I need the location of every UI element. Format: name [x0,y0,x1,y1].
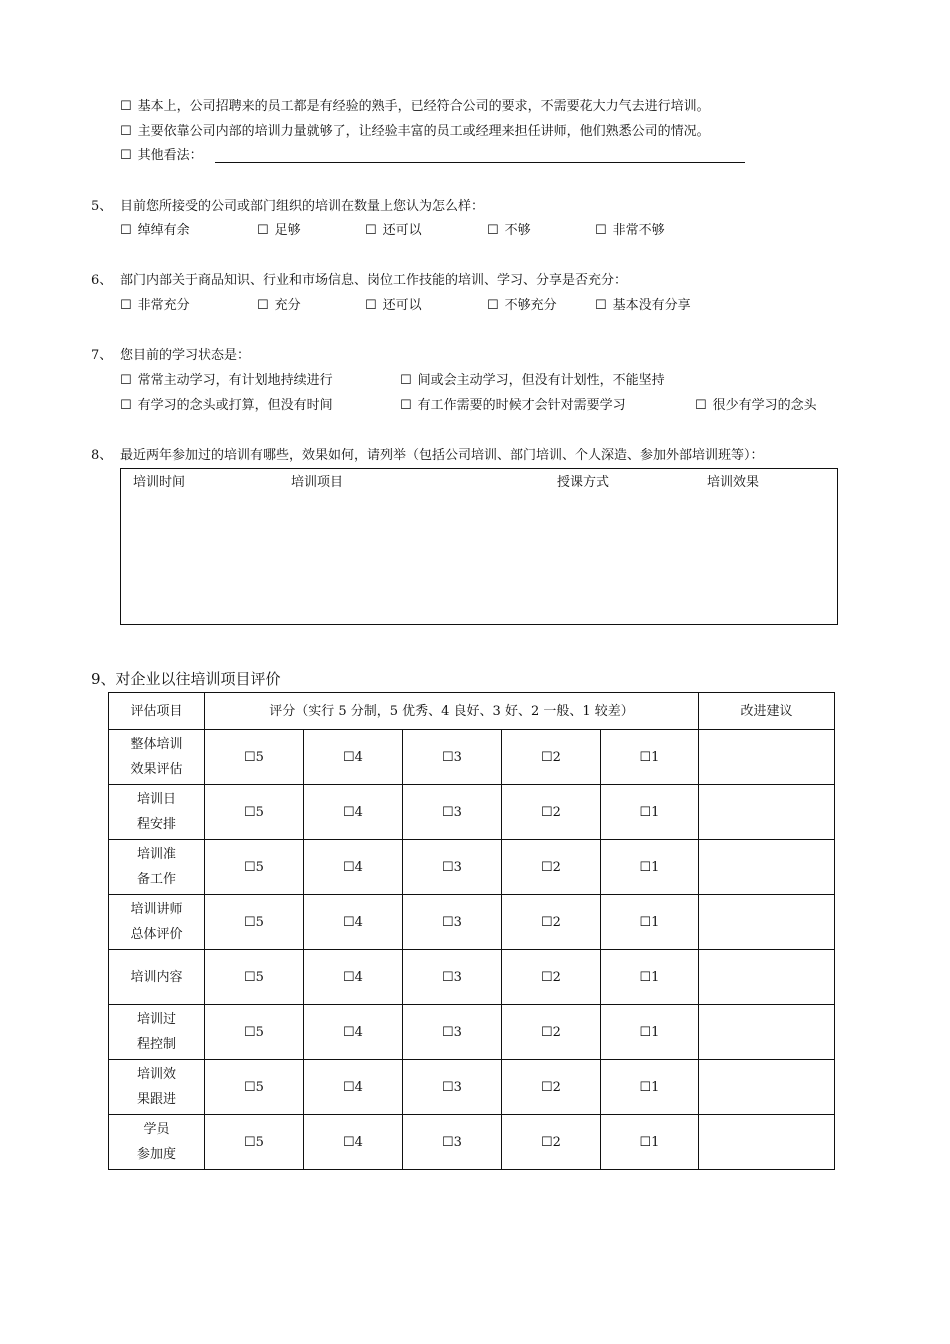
item-name-line1: 学员 [143,1122,170,1137]
table-row [109,1115,835,1170]
item-name-line2: 总体评价 [130,927,183,942]
score-3-option[interactable]: ☐3 [403,1115,502,1170]
item-name-line2: 程控制 [136,1037,176,1052]
score-4-option[interactable]: ☐4 [304,950,403,1005]
q4-option-1[interactable] [120,98,710,116]
table-row [109,1005,835,1060]
q7-option-4-label: 有工作需要的时候才会针对需要学习 [417,398,626,413]
checkbox-icon[interactable]: ☐ [257,223,269,238]
suggestion-cell[interactable] [699,1005,835,1060]
score-3-option[interactable]: ☐3 [403,730,502,785]
q7-option-5[interactable] [695,397,817,415]
suggestion-cell[interactable] [699,1115,835,1170]
q4-option-2-label: 主要依靠公司内部的培训力量就够了，让经验丰富的员工或经理来担任讲师，他们熟悉公司的情况。 [137,124,710,139]
score-2-option[interactable]: ☐2 [502,950,601,1005]
q7-option-4[interactable] [400,397,626,415]
q5-option-4[interactable] [487,222,531,240]
q6-number: 6、 [91,273,113,288]
score-5-option[interactable]: ☐5 [205,950,304,1005]
score-3-option[interactable]: ☐3 [403,950,502,1005]
score-2-option[interactable]: ☐2 [502,785,601,840]
q6-option-2-label: 充分 [274,298,301,313]
q5-option-5-label: 非常不够 [612,223,665,238]
checkbox-icon[interactable]: ☐ [595,223,607,238]
score-2-option[interactable]: ☐2 [502,730,601,785]
q6-option-4-label: 不够充分 [504,298,557,313]
q7-option-2[interactable] [400,372,665,390]
table-row [109,1060,835,1115]
table-row [109,840,835,895]
item-name-line2: 效果评估 [130,762,183,777]
score-2-option[interactable]: ☐2 [502,895,601,950]
table-row [109,730,835,785]
score-1-option[interactable]: ☐1 [601,1060,699,1115]
score-1-option[interactable]: ☐1 [601,1005,699,1060]
score-5-option[interactable]: ☐5 [205,1005,304,1060]
score-1-option[interactable]: ☐1 [601,840,699,895]
score-1-option[interactable]: ☐1 [601,950,699,1005]
checkbox-icon[interactable]: ☐ [120,124,132,139]
suggestion-cell[interactable] [699,730,835,785]
score-5-option[interactable]: ☐5 [205,785,304,840]
checkbox-icon[interactable]: ☐ [120,148,132,163]
item-name-line1: 培训内容 [130,969,183,985]
checkbox-icon[interactable]: ☐ [120,398,132,413]
checkbox-icon[interactable]: ☐ [120,223,132,238]
item-name [109,1115,205,1170]
training-history-box[interactable] [120,468,838,625]
q5-option-3-label: 还可以 [382,223,422,238]
checkbox-icon[interactable]: ☐ [400,398,412,413]
checkbox-icon[interactable]: ☐ [257,298,269,313]
q6-option-5-label: 基本没有分享 [612,298,691,313]
score-3-option[interactable]: ☐3 [403,785,502,840]
header-training-time: 培训时间 [133,475,186,490]
score-3-option[interactable]: ☐3 [403,840,502,895]
checkbox-icon[interactable]: ☐ [120,298,132,313]
q8-number: 8、 [91,448,113,463]
q5-question: 目前您所接受的公司或部门组织的培训在数量上您认为怎么样： [120,199,485,214]
checkbox-icon[interactable]: ☐ [365,223,377,238]
q7-option-1[interactable] [120,372,333,390]
q7-option-3-label: 有学习的念头或打算，但没有时间 [137,398,333,413]
q6-option-5[interactable] [595,297,691,315]
q7-number: 7、 [91,348,113,363]
header-eval-item: 评估项目 [109,693,205,730]
checkbox-icon[interactable]: ☐ [695,398,707,413]
q6-option-4[interactable] [487,297,557,315]
item-name [109,730,205,785]
score-3-option[interactable]: ☐3 [403,895,502,950]
suggestion-cell[interactable] [699,895,835,950]
evaluation-table [108,692,835,1170]
q5-option-2-label: 足够 [274,223,301,238]
suggestion-cell[interactable] [699,840,835,895]
checkbox-icon[interactable]: ☐ [487,298,499,313]
item-name-line1: 培训过 [136,1012,176,1027]
score-1-option[interactable]: ☐1 [601,895,699,950]
score-4-option[interactable]: ☐4 [304,895,403,950]
q6-option-3[interactable] [365,297,422,315]
score-5-option[interactable]: ☐5 [205,730,304,785]
score-3-option[interactable]: ☐3 [403,1005,502,1060]
item-name [109,840,205,895]
item-name-line2: 备工作 [136,872,176,887]
q8-question: 最近两年参加过的培训有哪些，效果如何，请列举（包括公司培训、部门培训、个人深造、参加外部培训班等）： [120,448,764,463]
q7-option-2-label: 间或会主动学习，但没有计划性，不能坚持 [417,373,665,388]
score-4-option[interactable]: ☐4 [304,840,403,895]
header-training-effect: 培训效果 [707,475,760,490]
header-teaching-method: 授课方式 [557,475,610,490]
suggestion-cell[interactable] [699,950,835,1005]
q4-option-1-label: 基本上，公司招聘来的员工都是有经验的熟手，已经符合公司的要求，不需要花大力气去进行培训。 [137,99,710,114]
q5-option-2[interactable] [257,222,301,240]
table-header-row [109,693,835,730]
score-1-option[interactable]: ☐1 [601,785,699,840]
item-name-line1: 整体培训 [130,737,183,752]
q4-option-3[interactable] [120,147,203,165]
score-1-option[interactable]: ☐1 [601,1115,699,1170]
item-name-line1: 培训准 [136,847,176,862]
q6-option-3-label: 还可以 [382,298,422,313]
header-training-project: 培训项目 [291,475,344,490]
score-1-option[interactable]: ☐1 [601,730,699,785]
q5-option-1[interactable] [120,222,190,240]
q6-option-1[interactable] [120,297,190,315]
header-score: 评分（实行 5 分制，5 优秀、4 良好、3 好、2 一般、1 较差） [205,693,699,730]
q7-question: 您目前的学习状态是： [120,348,251,363]
q7-option-3[interactable] [120,397,333,415]
table-row [109,895,835,950]
score-2-option[interactable]: ☐2 [502,840,601,895]
checkbox-icon[interactable]: ☐ [595,298,607,313]
q6-option-1-label: 非常充分 [137,298,190,313]
item-name-line1: 培训效 [136,1067,176,1082]
checkbox-icon[interactable]: ☐ [120,373,132,388]
score-5-option[interactable]: ☐5 [205,840,304,895]
score-5-option[interactable]: ☐5 [205,895,304,950]
item-name [109,950,205,1005]
other-opinion-field[interactable] [215,162,745,163]
table-row [109,950,835,1005]
checkbox-icon[interactable]: ☐ [120,99,132,114]
item-name [109,785,205,840]
item-name [109,895,205,950]
item-name [109,1060,205,1115]
score-5-option[interactable]: ☐5 [205,1115,304,1170]
q5-option-1-label: 绰绰有余 [137,223,190,238]
checkbox-icon[interactable]: ☐ [400,373,412,388]
q4-option-3-label: 其他看法： [137,148,203,163]
checkbox-icon[interactable]: ☐ [487,223,499,238]
item-name-line1: 培训日 [136,792,176,807]
q5-number: 5、 [91,199,113,214]
score-4-option[interactable]: ☐4 [304,1060,403,1115]
score-2-option[interactable]: ☐2 [502,1005,601,1060]
item-name-line2: 果跟进 [136,1092,176,1107]
q6-option-2[interactable] [257,297,301,315]
score-5-option[interactable]: ☐5 [205,1060,304,1115]
score-4-option[interactable]: ☐4 [304,1005,403,1060]
table-row [109,785,835,840]
score-4-option[interactable]: ☐4 [304,1115,403,1170]
item-name-line2: 程安排 [136,817,176,832]
q7-option-1-label: 常常主动学习，有计划地持续进行 [137,373,333,388]
score-2-option[interactable]: ☐2 [502,1115,601,1170]
score-2-option[interactable]: ☐2 [502,1060,601,1115]
q5-option-4-label: 不够 [504,223,531,238]
header-suggestion: 改进建议 [699,693,835,730]
item-name [109,1005,205,1060]
q5-option-3[interactable] [365,222,422,240]
score-4-option[interactable]: ☐4 [304,785,403,840]
score-3-option[interactable]: ☐3 [403,1060,502,1115]
q7-option-5-label: 很少有学习的念头 [712,398,817,413]
suggestion-cell[interactable] [699,1060,835,1115]
item-name-line1: 培训讲师 [130,902,183,917]
checkbox-icon[interactable]: ☐ [365,298,377,313]
item-name-line2: 参加度 [136,1147,176,1162]
q4-option-2[interactable] [120,123,710,141]
score-4-option[interactable]: ☐4 [304,730,403,785]
q5-option-5[interactable] [595,222,665,240]
suggestion-cell[interactable] [699,785,835,840]
q9-title: 9、对企业以往培训项目评价 [91,670,281,688]
q6-question: 部门内部关于商品知识、行业和市场信息、岗位工作技能的培训、学习、分享是否充分： [120,273,628,288]
